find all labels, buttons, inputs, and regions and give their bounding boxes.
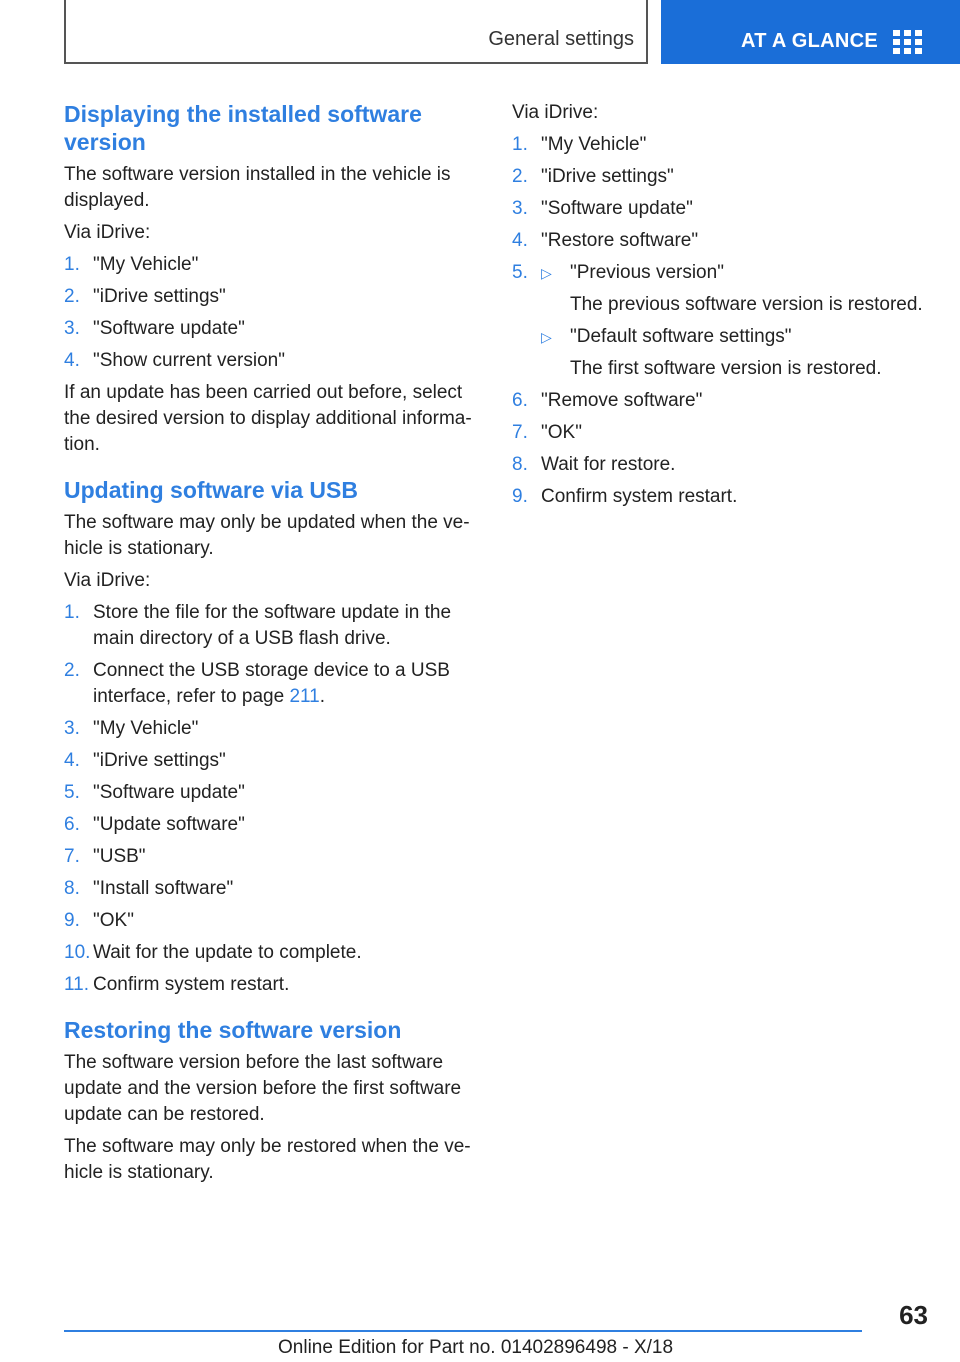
list-item <box>512 196 932 222</box>
step-number: 9. <box>512 486 528 507</box>
list-item <box>512 420 932 446</box>
step-number: 4. <box>64 350 80 371</box>
step-text: Confirm system restart. <box>93 974 290 995</box>
paragraph: Via iDrive: <box>64 222 151 243</box>
step-text: "Software update" <box>93 782 245 803</box>
list-item <box>512 452 932 478</box>
chapter-tab[interactable] <box>661 0 960 64</box>
step-text: "My Vehicle" <box>93 718 199 739</box>
list-item <box>512 164 932 190</box>
list-item <box>512 228 932 254</box>
option-description: The first software version is restored. <box>570 358 882 379</box>
step-text: "Software update" <box>541 198 693 219</box>
page-reference-link[interactable]: 211 <box>289 686 320 707</box>
step-number: 1. <box>64 602 80 623</box>
paragraph: If an update has been carried out before, select the desired version to display additional informa-tion. <box>64 382 472 455</box>
step-number: 3. <box>64 718 80 739</box>
triangle-bullet-icon: ▷ <box>541 329 552 345</box>
step-number: 1. <box>64 254 80 275</box>
step-text: "Remove software" <box>541 390 703 411</box>
list-item <box>512 260 932 382</box>
paragraph: The software may only be restored when the ve-hicle is stationary. <box>64 1136 471 1183</box>
step-text: Wait for restore. <box>541 454 676 475</box>
step-text: "Restore software" <box>541 230 699 251</box>
list-item <box>512 388 932 414</box>
step-text: "OK" <box>93 910 134 931</box>
step-text: "Install software" <box>93 878 234 899</box>
section-heading: Restoring the software version <box>64 1017 402 1043</box>
list-item <box>64 316 476 342</box>
step-number: 7. <box>512 422 528 443</box>
step-number: 3. <box>512 198 528 219</box>
list-item <box>64 658 476 710</box>
grid-menu-icon[interactable] <box>893 30 921 54</box>
list-item <box>64 348 476 374</box>
step-text: Wait for the update to complete. <box>93 942 362 963</box>
list-item <box>64 748 476 774</box>
step-number: 6. <box>64 814 80 835</box>
step-number: 5. <box>64 782 80 803</box>
step-number: 10. <box>64 942 91 963</box>
section-heading: Displaying the installed software version <box>64 101 422 155</box>
list-item <box>64 812 476 838</box>
step-text: "USB" <box>93 846 146 867</box>
section-installed-version <box>64 100 476 458</box>
step-number: 2. <box>512 166 528 187</box>
step-text: "My Vehicle" <box>93 254 199 275</box>
right-column <box>512 100 932 516</box>
step-number: 8. <box>512 454 528 475</box>
list-item <box>64 972 476 998</box>
step-text-end: . <box>319 686 326 707</box>
header-section-box <box>64 0 648 64</box>
step-number: 5. <box>512 262 528 283</box>
option-description: The previous software version is restored. <box>570 294 923 315</box>
footer-edition-text: Online Edition for Part no. 01402896498 - X/18 <box>278 1337 674 1358</box>
option-list <box>541 260 932 382</box>
step-text: "Software update" <box>93 318 245 339</box>
step-text: "OK" <box>541 422 582 443</box>
list-item <box>64 600 476 652</box>
list-item <box>64 716 476 742</box>
step-text: "My Vehicle" <box>541 134 647 155</box>
step-text: Connect the USB storage device to a USB interface, refer to page <box>93 660 450 707</box>
list-item <box>64 876 476 902</box>
paragraph: The software version before the last software update and the version before the first software update can be restored. <box>64 1052 462 1125</box>
step-number: 4. <box>64 750 80 771</box>
option-item <box>541 324 932 382</box>
paragraph: Via iDrive: <box>512 102 599 123</box>
list-item <box>64 940 476 966</box>
step-number: 3. <box>64 318 80 339</box>
step-number: 11. <box>64 974 90 995</box>
list-item <box>64 252 476 278</box>
list-item <box>64 844 476 870</box>
step-text: Confirm system restart. <box>541 486 738 507</box>
step-text: "Update software" <box>93 814 245 835</box>
step-number: 4. <box>512 230 528 251</box>
header-section-title: General settings <box>488 28 634 50</box>
paragraph: The software version installed in the vehicle is displayed. <box>64 164 451 211</box>
step-text: "iDrive settings" <box>541 166 674 187</box>
step-number: 1. <box>512 134 528 155</box>
option-label: "Default software settings" <box>570 326 792 347</box>
list-item <box>512 132 932 158</box>
step-text: "Show current version" <box>93 350 285 371</box>
step-list <box>64 600 476 998</box>
step-text: Store the file for the software update in the main directory of a USB flash drive. <box>93 602 452 649</box>
list-item <box>64 780 476 806</box>
left-column <box>64 100 476 1204</box>
footer-divider <box>64 1330 862 1332</box>
list-item <box>64 284 476 310</box>
step-text: "iDrive settings" <box>93 750 226 771</box>
step-number: 2. <box>64 286 80 307</box>
list-item <box>512 484 932 510</box>
step-number: 6. <box>512 390 528 411</box>
step-number: 9. <box>64 910 80 931</box>
step-number: 2. <box>64 660 80 681</box>
option-item <box>541 260 932 318</box>
chapter-tab-label: AT A GLANCE <box>741 30 878 52</box>
triangle-bullet-icon: ▷ <box>541 265 552 281</box>
paragraph: Via iDrive: <box>64 570 151 591</box>
section-update-usb <box>64 476 476 998</box>
step-list <box>512 132 932 510</box>
step-number: 8. <box>64 878 80 899</box>
step-list <box>64 252 476 374</box>
step-number: 7. <box>64 846 80 867</box>
paragraph: The software may only be updated when the ve-hicle is stationary. <box>64 512 470 559</box>
section-restore-version <box>64 1016 476 1186</box>
page-number: 63 <box>899 1300 928 1330</box>
section-heading: Updating software via USB <box>64 477 358 503</box>
list-item <box>64 908 476 934</box>
step-text: "iDrive settings" <box>93 286 226 307</box>
option-label: "Previous version" <box>570 262 724 283</box>
